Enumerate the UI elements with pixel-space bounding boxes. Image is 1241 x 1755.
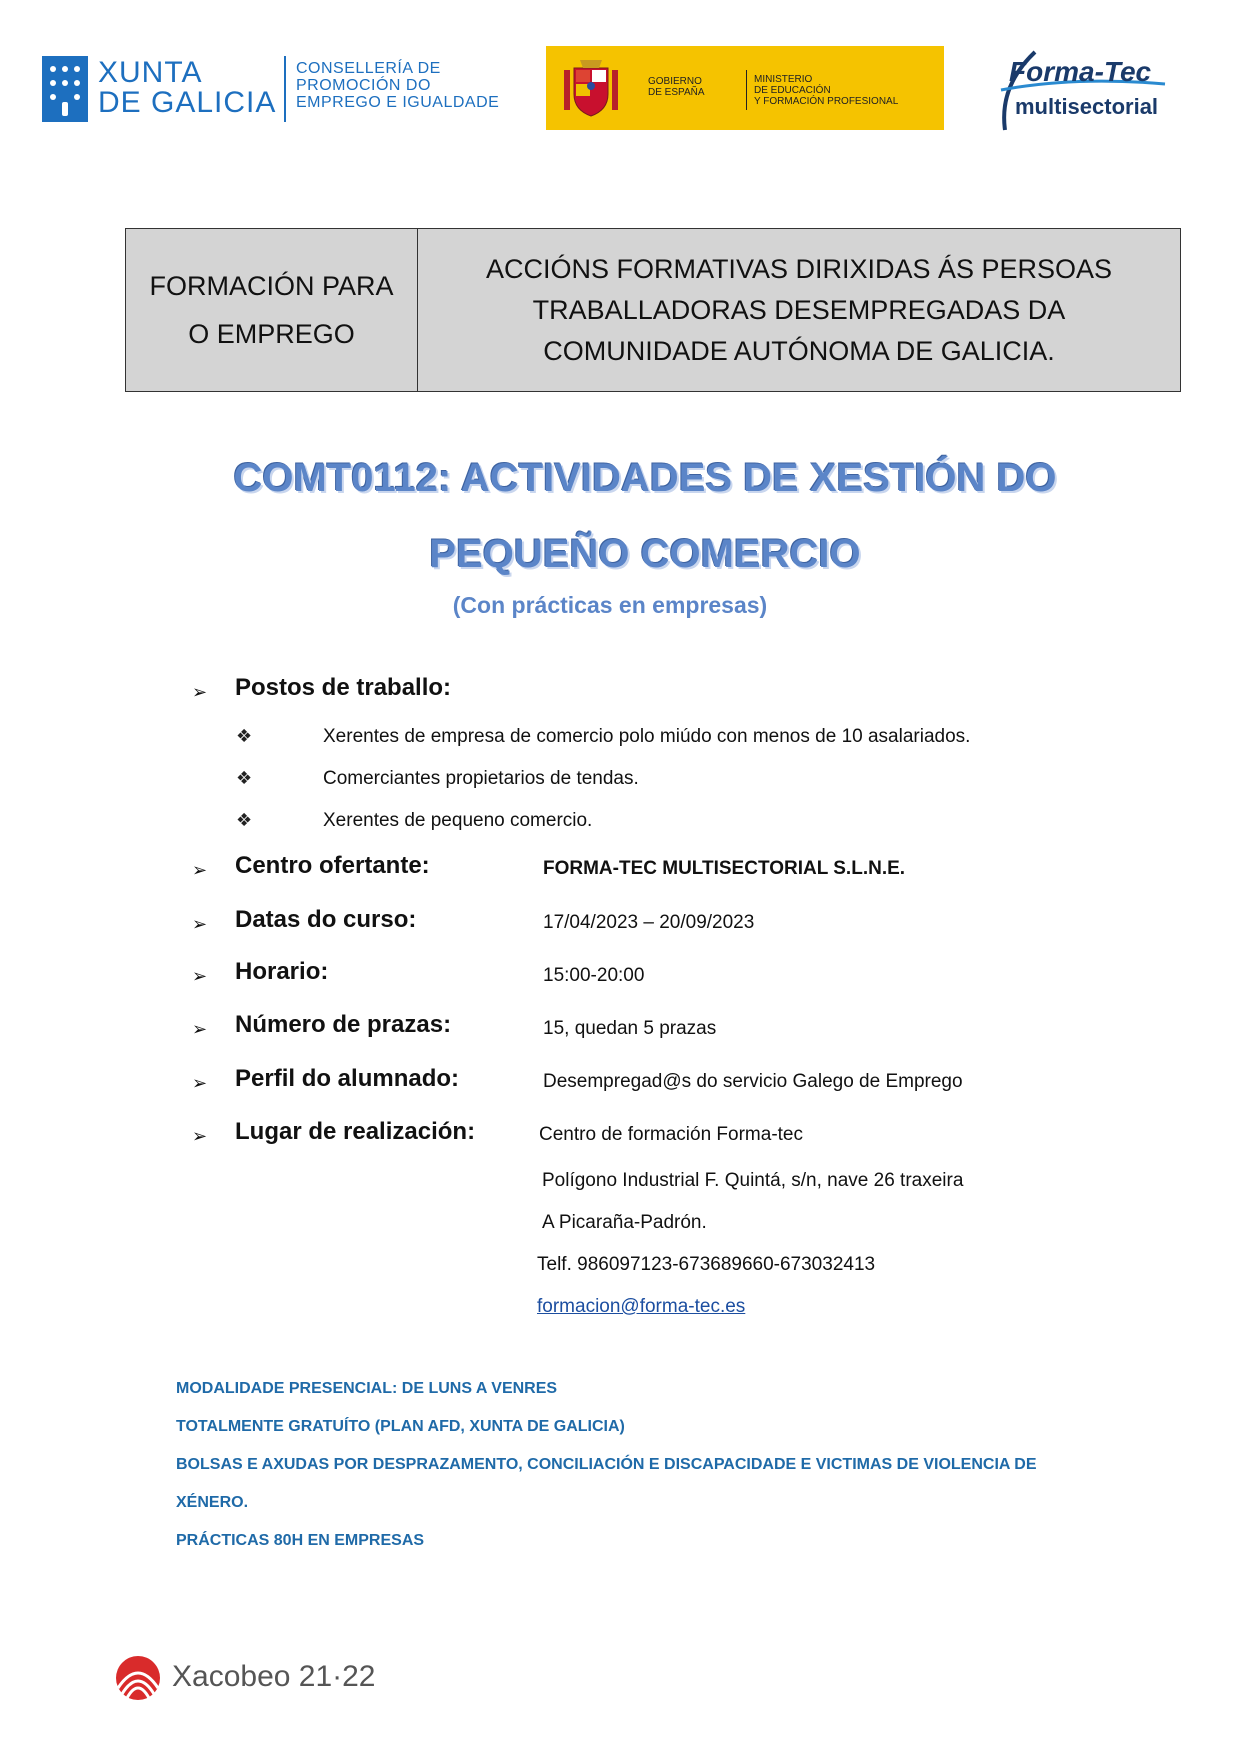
diamond-bullet-icon: ❖ bbox=[236, 726, 253, 746]
lugar-line: Centro de formación Forma-tec bbox=[539, 1124, 803, 1145]
xunta-crest-icon bbox=[42, 56, 88, 122]
arrow-bullet-icon: ➢ bbox=[192, 966, 208, 986]
conselleria-name: CONSELLERÍA DE PROMOCIÓN DO EMPREGO E IGUALDADE bbox=[296, 60, 500, 111]
scallop-shell-icon bbox=[112, 1654, 164, 1702]
ministerio-text: MINISTERIO DE EDUCACIÓN Y FORMACIÓN PROFESIONAL bbox=[754, 74, 899, 107]
formatec-subtitle: multisectorial bbox=[1015, 94, 1159, 119]
email-link[interactable]: formacion@forma-tec.es bbox=[537, 1296, 746, 1317]
program-box-right: ACCIÓNS FORMATIVAS DIRIXIDAS ÁS PERSOAS TRABALLADORAS DESEMPREGADAS DA COMUNIDADE AUTÓNOMA DE GALICIA. bbox=[485, 253, 1113, 366]
gobierno-text: GOBIERNO DE ESPAÑA bbox=[648, 76, 705, 98]
centro-label: Centro ofertante: bbox=[235, 852, 430, 879]
horario-label: Horario: bbox=[235, 958, 329, 985]
footer-note: MODALIDADE PRESENCIAL: DE LUNS A VENRES bbox=[176, 1380, 558, 1397]
arrow-bullet-icon: ➢ bbox=[192, 914, 208, 934]
arrow-bullet-icon: ➢ bbox=[192, 1126, 208, 1146]
formatec-name: Forma-Tec bbox=[1009, 56, 1152, 87]
horario-value: 15:00-20:00 bbox=[543, 965, 645, 986]
xunta-logo bbox=[42, 52, 512, 124]
gobierno-logo bbox=[546, 46, 944, 130]
postos-item: Comerciantes propietarios de tendas. bbox=[323, 768, 639, 789]
xacobeo-text: Xacobeo 21·22 bbox=[172, 1660, 376, 1693]
program-box-left: FORMACIÓN PARA O EMPREGO bbox=[126, 229, 418, 391]
footer-note: XÉNERO. bbox=[176, 1494, 249, 1511]
footer-note: PRÁCTICAS 80H EN EMPRESAS bbox=[176, 1532, 425, 1549]
gobierno-separator bbox=[746, 70, 747, 110]
perfil-label: Perfil do alumnado: bbox=[235, 1065, 460, 1092]
prazas-value: 15, quedan 5 prazas bbox=[543, 1018, 717, 1039]
perfil-value: Desempregad@s do servicio Galego de Emprego bbox=[543, 1071, 963, 1092]
xacobeo-logo bbox=[112, 1650, 392, 1710]
formatec-logo bbox=[995, 46, 1175, 136]
course-subtitle: (Con prácticas en empresas) bbox=[452, 592, 768, 618]
course-title: COMT0112: ACTIVIDADES DE XESTIÓN DO PEQUEÑO COMERCIO bbox=[233, 456, 1057, 576]
footer-note: BOLSAS E AXUDAS POR DESPRAZAMENTO, CONCILIACIÓN E DISCAPACIDADE E VICTIMAS DE VIOLENCIA DE bbox=[176, 1456, 1037, 1473]
datas-value: 17/04/2023 – 20/09/2023 bbox=[543, 912, 755, 933]
arrow-bullet-icon: ➢ bbox=[192, 682, 208, 702]
arrow-bullet-icon: ➢ bbox=[192, 1019, 208, 1039]
datas-label: Datas do curso: bbox=[235, 906, 417, 933]
xunta-name: XUNTA DE GALICIA bbox=[98, 56, 277, 119]
lugar-label: Lugar de realización: bbox=[235, 1118, 476, 1145]
lugar-line: Polígono Industrial F. Quintá, s/n, nave 26 traxeira bbox=[542, 1170, 964, 1191]
diamond-bullet-icon: ❖ bbox=[236, 810, 253, 830]
footer-note: TOTALMENTE GRATUÍTO (PLAN AFD, XUNTA DE GALICIA) bbox=[176, 1418, 625, 1435]
spain-coat-of-arms-icon bbox=[562, 56, 620, 120]
arrow-bullet-icon: ➢ bbox=[192, 1073, 208, 1093]
centro-value: FORMA-TEC MULTISECTORIAL S.L.N.E. bbox=[543, 858, 906, 879]
arrow-bullet-icon: ➢ bbox=[192, 860, 208, 880]
prazas-label: Número de prazas: bbox=[235, 1011, 452, 1038]
xunta-separator bbox=[284, 56, 286, 122]
diamond-bullet-icon: ❖ bbox=[236, 768, 253, 788]
postos-item: Xerentes de empresa de comercio polo miúdo con menos de 10 asalariados. bbox=[323, 726, 971, 747]
postos-item: Xerentes de pequeno comercio. bbox=[323, 810, 593, 831]
program-box bbox=[125, 228, 1181, 392]
postos-label: Postos de traballo: bbox=[235, 674, 452, 701]
telf-value: Telf. 986097123-673689660-673032413 bbox=[537, 1254, 876, 1275]
lugar-line: A Picaraña-Padrón. bbox=[542, 1212, 707, 1233]
